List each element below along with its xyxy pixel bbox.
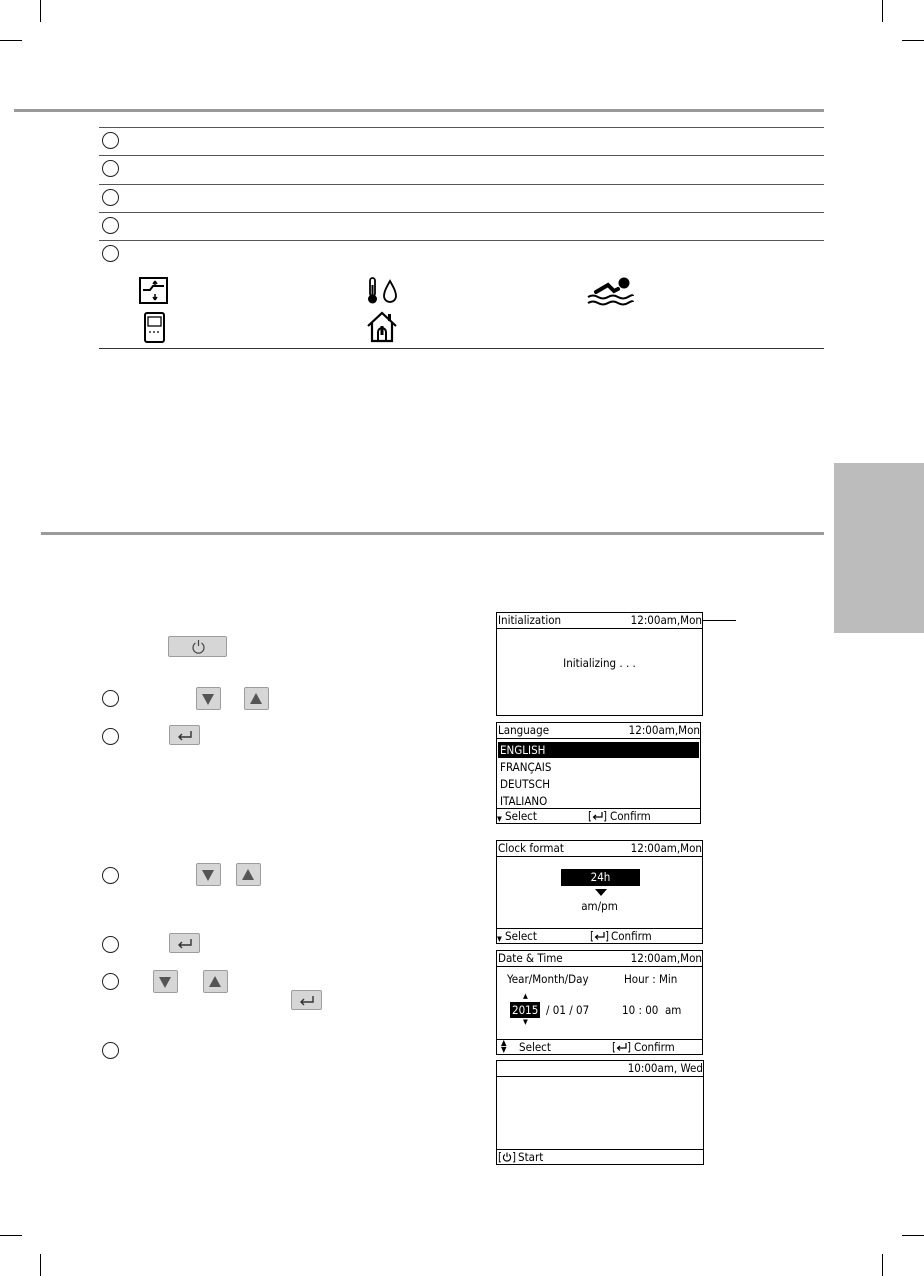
- lcd-title: Date & Time: [498, 951, 563, 965]
- month-day-field[interactable]: / 01 / 07: [546, 1003, 590, 1017]
- lcd-clock: 10:00am, Wed: [627, 1061, 703, 1075]
- year-field[interactable]: 2015: [512, 1003, 539, 1017]
- lcd-title: Clock format: [498, 841, 564, 855]
- footer-select-label: Select: [505, 809, 537, 823]
- enter-icon: [299, 996, 315, 1006]
- language-option-italiano[interactable]: ITALIANO: [500, 794, 548, 808]
- clock-option-ampm[interactable]: am/pm: [581, 899, 618, 913]
- lcd-clock: 12:00am,Mon: [630, 841, 702, 855]
- down-triangle-icon: [202, 870, 214, 881]
- power-icon: [502, 1152, 512, 1162]
- lcd-language-screen: [496, 722, 701, 824]
- date-label: Year/Month/Day: [507, 972, 589, 986]
- lcd-header: [497, 841, 702, 857]
- table-divider: [99, 212, 824, 213]
- footer-enter-icon: [ ]: [612, 1040, 632, 1054]
- lcd-start-screen: [496, 1060, 704, 1165]
- initializing-message: Initializing . . .: [563, 656, 636, 670]
- swimming-icon: [586, 276, 634, 306]
- crop-mark: [0, 1235, 22, 1236]
- step-marker: [102, 728, 119, 745]
- lcd-date-time-screen: [496, 950, 703, 1055]
- step-marker: [102, 936, 119, 953]
- up-triangle-icon: [242, 869, 254, 880]
- crop-mark: [0, 40, 22, 41]
- lcd-header: [497, 951, 702, 967]
- scroll-down-icon: ▼: [497, 815, 502, 823]
- item-marker: [102, 160, 119, 177]
- section-rule: [41, 532, 824, 535]
- enter-icon: [594, 932, 605, 941]
- time-label: Hour : Min: [624, 972, 678, 986]
- down-triangle-icon: [202, 694, 214, 705]
- up-triangle-icon: [250, 693, 262, 704]
- footer-enter-icon: [ ]: [588, 809, 608, 823]
- item-marker: [102, 217, 119, 234]
- crop-mark: [40, 1254, 41, 1276]
- footer-select-label: Select: [505, 929, 537, 943]
- remote-controller-icon: [143, 312, 167, 344]
- footer-start-label: Start: [518, 1150, 544, 1164]
- lcd-clock: 12:00am,Mon: [630, 951, 702, 965]
- up-triangle-icon: ▲: [523, 992, 528, 1000]
- item-marker: [102, 245, 119, 262]
- temperature-humidity-icon: [366, 276, 400, 306]
- lcd-initialization-screen: [496, 612, 703, 716]
- step-marker: [102, 1042, 119, 1059]
- power-icon: [191, 639, 206, 654]
- footer-confirm-label: Confirm: [611, 929, 652, 943]
- lcd-footer: [497, 808, 700, 823]
- footer-enter-icon: [ ]: [590, 929, 610, 943]
- lcd-clock: 12:00am,Mon: [630, 613, 702, 627]
- crop-mark: [902, 1235, 924, 1236]
- table-divider: [99, 127, 824, 128]
- up-button[interactable]: [203, 970, 228, 993]
- lcd-clock-format-screen: [496, 840, 703, 944]
- up-button[interactable]: [236, 863, 261, 886]
- up-triangle-icon: [209, 976, 221, 987]
- table-divider: [99, 184, 824, 185]
- down-button[interactable]: [196, 687, 221, 710]
- lcd-title: Initialization: [498, 613, 562, 627]
- item-marker: [102, 189, 119, 206]
- footer-power-icon: [ ]: [498, 1150, 517, 1164]
- step-marker: [102, 973, 119, 990]
- down-triangle-icon: [159, 977, 171, 988]
- lcd-clock: 12:00am,Mon: [628, 723, 700, 737]
- power-button[interactable]: [168, 636, 227, 657]
- footer-confirm-label: Confirm: [634, 1040, 675, 1054]
- crop-mark: [882, 0, 883, 22]
- down-button[interactable]: [196, 863, 221, 886]
- scroll-down-icon: ▼: [497, 935, 502, 943]
- down-button[interactable]: [153, 970, 178, 993]
- lcd-footer: [497, 928, 702, 943]
- callout-line: [703, 620, 736, 621]
- crop-mark: [882, 1254, 883, 1276]
- table-divider: [99, 348, 824, 349]
- enter-icon: [177, 731, 193, 741]
- up-down-arrows-icon: ▲ ▼: [501, 1038, 507, 1054]
- language-option-english[interactable]: ENGLISH: [498, 742, 699, 758]
- step-marker: [102, 867, 119, 884]
- time-field[interactable]: 10 : 00 am: [622, 1003, 682, 1017]
- sensor-mode-icon: [139, 277, 169, 305]
- enter-button[interactable]: [169, 933, 200, 953]
- down-triangle-icon: [595, 889, 607, 896]
- footer-select-label: Select: [519, 1040, 551, 1054]
- table-divider: [99, 240, 824, 241]
- enter-icon: [616, 1043, 627, 1052]
- lcd-footer: [497, 1039, 702, 1054]
- enter-icon: [592, 812, 603, 821]
- crop-mark: [40, 0, 41, 22]
- lcd-footer: [497, 1149, 703, 1164]
- crop-mark: [902, 40, 924, 41]
- lcd-title: Language: [498, 723, 550, 737]
- lcd-header: [497, 1061, 703, 1077]
- section-rule: [14, 109, 824, 112]
- enter-button[interactable]: [291, 990, 322, 1010]
- section-tab: [834, 463, 924, 633]
- step-marker: [102, 690, 119, 707]
- lcd-header: [497, 613, 702, 629]
- house-icon: [366, 310, 398, 344]
- item-marker: [102, 132, 119, 149]
- up-button[interactable]: [244, 687, 269, 710]
- language-option-deutsch[interactable]: DEUTSCH: [500, 777, 550, 791]
- lcd-header: [497, 723, 700, 739]
- down-triangle-icon: ▼: [523, 1018, 528, 1026]
- table-divider: [99, 155, 824, 156]
- footer-confirm-label: Confirm: [610, 809, 651, 823]
- enter-icon: [177, 939, 193, 949]
- clock-option-24h[interactable]: 24h: [561, 869, 640, 886]
- enter-button[interactable]: [169, 725, 200, 745]
- language-option-francais[interactable]: FRANÇAIS: [500, 760, 552, 774]
